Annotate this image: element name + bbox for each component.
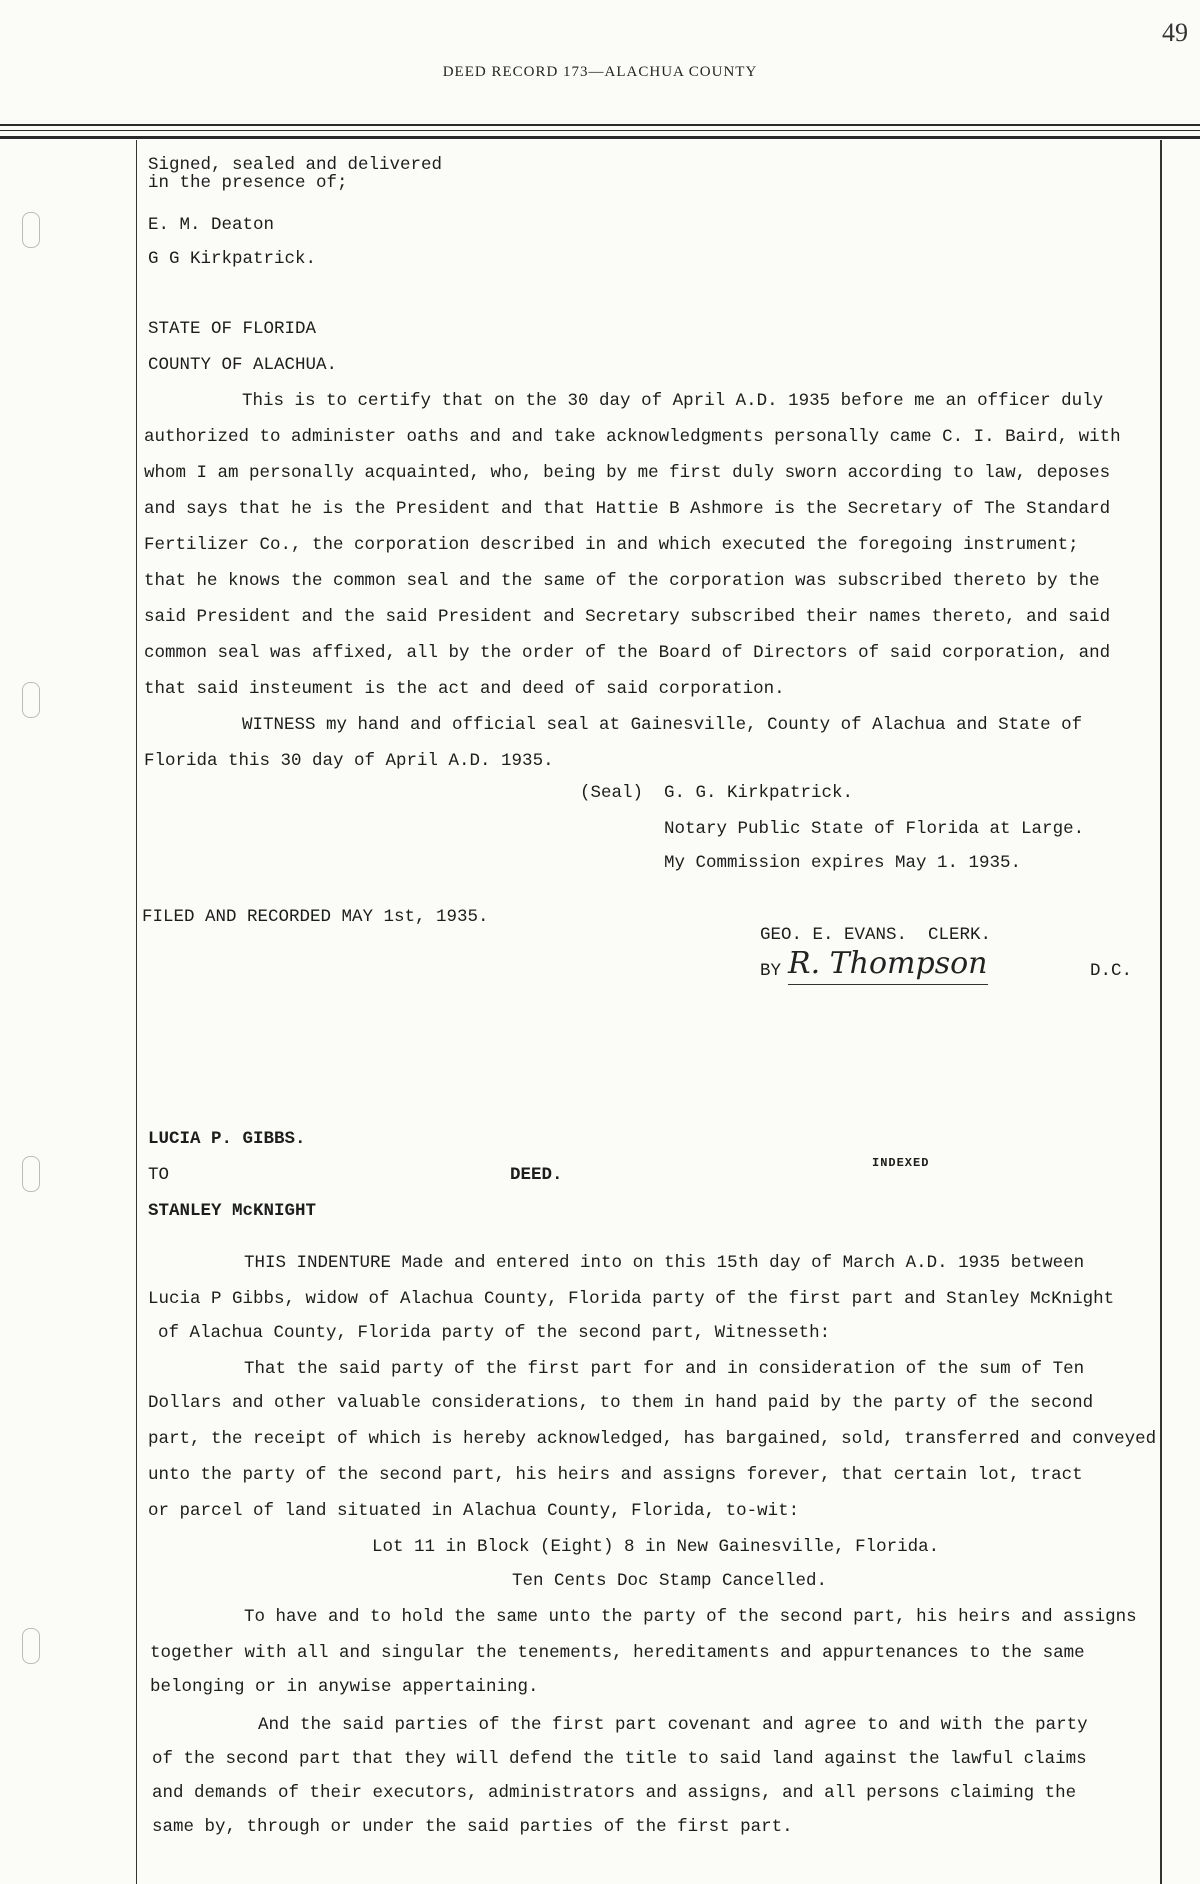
acknowledgment-line: Fertilizer Co., the corporation described in and which executed the foregoing instrument; bbox=[144, 535, 1079, 555]
deputy-clerk-label: D.C. bbox=[1090, 961, 1133, 981]
by-label: BY bbox=[760, 961, 782, 981]
habendum-line: belonging or in anywise appertaining. bbox=[150, 1677, 539, 1697]
deed-line: of Alachua County, Florida party of the second part, Witnesseth: bbox=[158, 1323, 831, 1343]
notary-title: Notary Public State of Florida at Large. bbox=[664, 819, 1085, 839]
signature-underline bbox=[788, 984, 988, 985]
deed-line: part, the receipt of which is hereby acknowledged, has bargained, sold, transferred and conveyed bbox=[148, 1429, 1157, 1449]
covenant-line: same by, through or under the said parties of the first part. bbox=[152, 1817, 793, 1837]
deed-line: or parcel of land situated in Alachua County, Florida, to-wit: bbox=[148, 1501, 800, 1521]
grantee-name: STANLEY McKNIGHT bbox=[148, 1201, 317, 1221]
deed-type: DEED. bbox=[510, 1165, 563, 1185]
deed-line: unto the party of the second part, his heirs and assigns forever, that certain lot, tract bbox=[148, 1465, 1083, 1485]
acknowledgment-line: common seal was affixed, all by the order of the Board of Directors of said corporation, and bbox=[144, 643, 1111, 663]
acknowledgment-line: This is to certify that on the 30 day of April A.D. 1935 before me an officer duly bbox=[242, 391, 1104, 411]
notary-name: G. G. Kirkpatrick. bbox=[664, 783, 854, 803]
to-label: TO bbox=[148, 1165, 170, 1185]
deed-line: THIS INDENTURE Made and entered into on this 15th day of March A.D. 1935 between bbox=[244, 1253, 1085, 1273]
acknowledgment-line: and says that he is the President and that Hattie B Ashmore is the Secretary of The Standard bbox=[144, 499, 1111, 519]
acknowledgment-line: authorized to administer oaths and and take acknowledgments personally came C. I. Baird, with bbox=[144, 427, 1121, 447]
seal-label: (Seal) bbox=[580, 783, 644, 803]
county-heading: COUNTY OF ALACHUA. bbox=[148, 355, 338, 375]
deed-line: Dollars and other valuable considerations, to them in hand paid by the party of the second bbox=[148, 1393, 1094, 1413]
lot-description: Lot 11 in Block (Eight) 8 in New Gainesville, Florida. bbox=[372, 1537, 940, 1557]
covenant-line: And the said parties of the first part covenant and agree to and with the party bbox=[258, 1715, 1088, 1735]
notary-commission: My Commission expires May 1. 1935. bbox=[664, 853, 1022, 873]
clerk-name: GEO. E. EVANS. CLERK. bbox=[760, 925, 992, 945]
clerk-signature: R. Thompson bbox=[788, 946, 988, 981]
habendum-line: To have and to hold the same unto the party of the second part, his heirs and assigns bbox=[244, 1607, 1137, 1627]
witness-name-1: E. M. Deaton bbox=[148, 215, 275, 235]
indexed-stamp: INDEXED bbox=[872, 1156, 930, 1170]
acknowledgment-line: that he knows the common seal and the same of the corporation was subscribed thereto by the bbox=[144, 571, 1100, 591]
signed-line-1: Signed, sealed and delivered bbox=[148, 155, 443, 175]
acknowledgment-line: said President and the said President and Secretary subscribed their names thereto, and said bbox=[144, 607, 1111, 627]
witness-statement-line: Florida this 30 day of April A.D. 1935. bbox=[144, 751, 554, 771]
deed-line: Lucia P Gibbs, widow of Alachua County, Florida party of the first part and Stanley McKnight bbox=[148, 1289, 1115, 1309]
state-heading: STATE OF FLORIDA bbox=[148, 319, 317, 339]
acknowledgment-line: whom I am personally acquainted, who, being by me first duly sworn according to law, deposes bbox=[144, 463, 1111, 483]
page-title: DEED RECORD 173—ALACHUA COUNTY bbox=[442, 64, 758, 80]
signed-line-2: in the presence of; bbox=[148, 173, 348, 193]
habendum-line: together with all and singular the tenements, hereditaments and appurtenances to the same bbox=[150, 1643, 1085, 1663]
witness-statement-line: WITNESS my hand and official seal at Gainesville, County of Alachua and State of bbox=[242, 715, 1083, 735]
doc-stamp-note: Ten Cents Doc Stamp Cancelled. bbox=[512, 1571, 828, 1591]
deed-line: That the said party of the first part for and in consideration of the sum of Ten bbox=[244, 1359, 1085, 1379]
covenant-line: of the second part that they will defend the title to said land against the lawful claims bbox=[152, 1749, 1087, 1769]
filed-recorded: FILED AND RECORDED MAY 1st, 1935. bbox=[142, 907, 489, 927]
acknowledgment-line: that said insteument is the act and deed of said corporation. bbox=[144, 679, 785, 699]
covenant-line: and demands of their executors, administrators and assigns, and all persons claiming the bbox=[152, 1783, 1077, 1803]
witness-name-2: G G Kirkpatrick. bbox=[148, 249, 317, 269]
grantor-name: LUCIA P. GIBBS. bbox=[148, 1129, 306, 1149]
page-number: 49 bbox=[1162, 18, 1188, 47]
